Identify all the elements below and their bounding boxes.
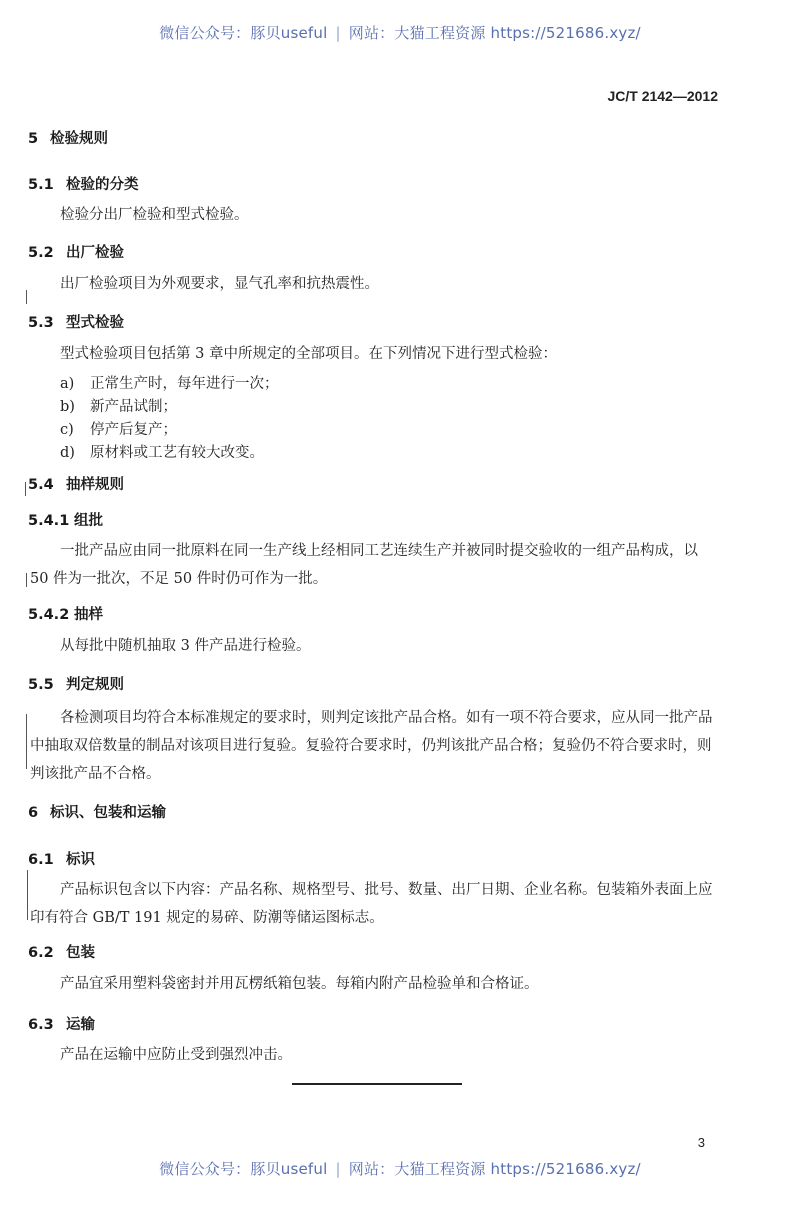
- section-title: 包装: [66, 945, 95, 961]
- section-5-5-text: 各检测项目均符合本标准规定的要求时，则判定该批产品合格。如有一项不符合要求，应从同一批产品中抽取双倍数量的制品对该项目进行复验。复验符合要求时，仍判该批产品合格；复验仍不符合要求时，则判该批产品不合格。: [30, 710, 713, 782]
- watermark-bottom: [0, 1158, 800, 1179]
- scan-mark: [26, 573, 27, 587]
- section-number: 5.4: [28, 477, 54, 493]
- section-title: 判定规则: [66, 677, 124, 693]
- section-5-3-heading: [28, 311, 124, 332]
- watermark-url-link[interactable]: https://521686.xyz/: [490, 24, 641, 42]
- list-item: [60, 441, 264, 462]
- watermark-separator: |: [335, 1160, 341, 1178]
- list-text: 新产品试制；: [90, 399, 177, 415]
- page-number: 3: [697, 1135, 705, 1150]
- list-marker: b): [60, 399, 75, 415]
- watermark-url-link[interactable]: https://521686.xyz/: [490, 1160, 641, 1178]
- section-5-2-text: 出厂检验项目为外观要求，显气孔率和抗热震性。: [60, 276, 379, 292]
- section-6-1-text: 产品标识包含以下内容：产品名称、规格型号、批号、数量、出厂日期、企业名称。包装箱外表面上应印有符合 GB/T 191 规定的易碎、防潮等储运图标志。: [30, 882, 713, 926]
- scan-mark: [27, 870, 28, 920]
- section-title: 出厂检验: [66, 245, 124, 261]
- list-marker: a): [60, 376, 75, 392]
- list-text: 原材料或工艺有较大改变。: [90, 445, 264, 461]
- section-5-4-heading: [28, 473, 124, 494]
- list-marker: d): [60, 445, 75, 461]
- section-number: 5.4.2: [28, 607, 70, 623]
- watermark-separator: |: [335, 24, 341, 42]
- watermark-top: [0, 22, 800, 43]
- end-rule: [292, 1083, 462, 1085]
- watermark-wechat: 微信公众号：豚贝useful: [159, 24, 328, 42]
- section-5-1-text: 检验分出厂检验和型式检验。: [60, 207, 249, 223]
- section-title: 抽样规则: [66, 477, 124, 493]
- section-title: 标识、包装和运输: [50, 805, 166, 821]
- section-title: 运输: [66, 1017, 95, 1033]
- section-number: 5.4.1: [28, 513, 70, 529]
- section-5-4-2-heading: [28, 603, 103, 624]
- standard-code: JC/T 2142—2012: [607, 88, 718, 104]
- section-title: 型式检验: [66, 315, 124, 331]
- section-number: 6.3: [28, 1017, 54, 1033]
- watermark-site: 网站：大猫工程资源: [348, 24, 486, 42]
- section-title: 检验的分类: [66, 177, 139, 193]
- section-number: 5: [28, 131, 39, 147]
- section-5-5-heading: [28, 673, 124, 694]
- list-marker: c): [60, 422, 74, 438]
- section-5-3-text: 型式检验项目包括第 3 章中所规定的全部项目。在下列情况下进行型式检验：: [60, 346, 557, 362]
- list-item: [60, 418, 177, 439]
- section-title: 检验规则: [50, 131, 108, 147]
- section-number: 5.1: [28, 177, 54, 193]
- section-title: 组批: [74, 513, 103, 529]
- section-number: 5.2: [28, 245, 54, 261]
- section-title: 抽样: [74, 607, 103, 623]
- watermark-wechat: 微信公众号：豚贝useful: [159, 1160, 328, 1178]
- section-6-heading: [28, 801, 166, 822]
- section-number: 5.5: [28, 677, 54, 693]
- section-5-2-heading: [28, 241, 124, 262]
- section-6-1-heading: [28, 848, 95, 869]
- section-number: 6.1: [28, 852, 54, 868]
- section-6-2-text: 产品宜采用塑料袋密封并用瓦楞纸箱包装。每箱内附产品检验单和合格证。: [60, 976, 539, 992]
- scan-mark: [26, 290, 27, 304]
- list-text: 停产后复产；: [90, 422, 177, 438]
- section-number: 6.2: [28, 945, 54, 961]
- section-5-4-2-text: 从每批中随机抽取 3 件产品进行检验。: [60, 638, 311, 654]
- watermark-site: 网站：大猫工程资源: [348, 1160, 486, 1178]
- section-5-4-1-heading: [28, 509, 103, 530]
- list-text: 正常生产时，每年进行一次；: [90, 376, 279, 392]
- section-5-1-heading: [28, 173, 139, 194]
- section-6-2-heading: [28, 941, 95, 962]
- section-5-4-1-text: 一批产品应由同一批原料在同一生产线上经相同工艺连续生产并被同时提交验收的一组产品构成，以 50 件为一批次，不足 50 件时仍可作为一批。: [30, 543, 698, 587]
- section-6-3-heading: [28, 1013, 95, 1034]
- list-item: [60, 395, 177, 416]
- section-number: 6: [28, 805, 39, 821]
- section-number: 5.3: [28, 315, 54, 331]
- section-6-3-text: 产品在运输中应防止受到强烈冲击。: [60, 1047, 292, 1063]
- list-item: [60, 372, 279, 393]
- section-5-heading: [28, 127, 108, 148]
- scan-mark: [25, 482, 26, 496]
- scan-mark: [26, 714, 27, 769]
- section-title: 标识: [66, 852, 95, 868]
